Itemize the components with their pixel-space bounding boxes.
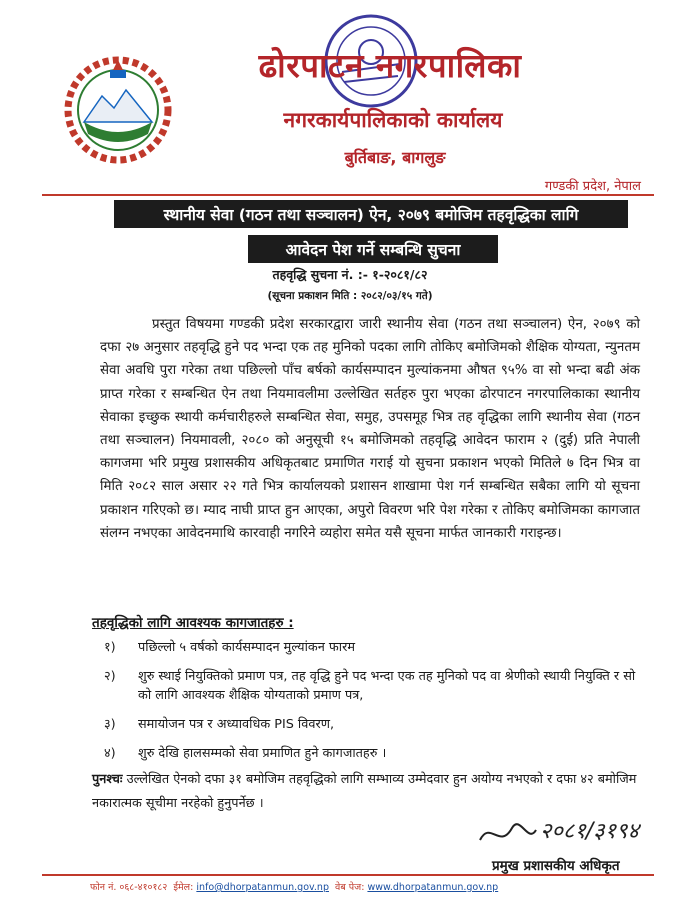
requirements-heading: तहवृद्धिको लागि आवश्यक कागजातहरु : (92, 615, 294, 631)
notice-title-line1: स्थानीय सेवा (गठन तथा सञ्चालन) ऐन, २०७९ बमोजिम तहवृद्धिका लागि (114, 200, 628, 228)
publish-date: (सूचना प्रकाशन मिति : २०८२/०३/१५ गते) (267, 290, 433, 302)
org-address: बुर्तिबाङ, बागलुङ (344, 148, 446, 167)
footer-divider (42, 874, 654, 876)
footer-phone: फोन नं. ०६८-४१०१८२ (90, 882, 168, 893)
list-item-number: ४) (104, 746, 116, 761)
header-divider (42, 194, 654, 196)
list-item-number: २) (104, 669, 116, 684)
list-item-text: शुरु स्थाई नियुक्तिको प्रमाण पत्र, तह वृद्धि हुने पद भन्दा एक तह मुनिको पद वा श्रेणीको स्थायी नियुक्ति र सो को लागि आवश्यक शैक्षिक योग्यताको प्रमाण पत्र, (138, 669, 636, 703)
footer-web-label: वेब पेज: (335, 882, 365, 893)
office-name: नगरकार्यपालिकाको कार्यालय (283, 108, 503, 132)
footer (90, 880, 498, 893)
list-item (104, 638, 644, 657)
notice-ref-no: तहवृद्धि सुचना नं. :- १-२०८१/८२ (272, 267, 428, 282)
org-name: ढोरपाटन नगरपालिका (258, 46, 522, 85)
footer-email-label: ईमेल: (173, 882, 194, 893)
list-item (104, 667, 644, 705)
notice-body: प्रस्तुत विषयमा गण्डकी प्रदेश सरकारद्वारा जारी स्थानीय सेवा (गठन तथा सञ्चालन) ऐन, २०७९ को दफा २७ अनुसार तहवृद्धि हुने पद भन्दा एक तह मुनिको पदका लागि तोकिए बमोजिमको शैक्षिक योग्यता, न्युनतम सेवा अवधि पुरा गरेका तथा पछिल्लो पाँच बर्षको कार्यसम्पादन मुल्यांकनमा औषत ९५% वा सो भन्दा बढी अंक प्राप्त गरेका र सम्बन्धित ऐन तथा नियमावलीमा उल्लेखित सर्तहरु पुरा भएका ढोरपाटन नगरपालिकाका स्थानीय सेवाका इच्छुक स्थायी कर्मचारीहरुले सम्बन्धित सेवा, समुह, उपसमूह भित्र तह वृद्धिका लागि स्थानीय सेवा (गठन तथा सञ्चालन) नियमावली, २०८० को अनुसूची १५ बमोजिमको तहवृद्धि आवेदन फाराम २ (दुई) प्रति नेपाली कागजमा भरि प्रमुख प्रशासकीय अधिकृतबाट प्रमाणित गराई यो सुचना प्रकाशन भएको मितिले ७ दिन भित्र वा मिति २०८२ साल असार २२ गते भित्र कार्यालयको प्रशासन शाखामा पेश गर्न सम्बन्धित सबैका लागि यो सूचना प्रकाशन गरिएको छ। म्याद नाघी प्राप्त हुन आएका, अपुरो विवरण भरि पेश गरेका र तोकिए बमोजिमका कागजात संलग्न नभएका आवेदनमाथि कारवाही नगरिने व्यहोरा समेत यसै सूचना मार्फत जानकारी गराइन्छ। (100, 317, 640, 541)
signatory-title: प्रमुख प्रशासकीय अधिकृत (492, 858, 620, 874)
province: गण्डकी प्रदेश, नेपाल (544, 179, 641, 194)
list-item (104, 715, 644, 734)
list-item-text: शुरु देखि हालसम्मको सेवा प्रमाणित हुने कागजातहरु । (138, 746, 387, 761)
postscript-text: उल्लेखित ऐनको दफा ३१ बमोजिम तहवृद्धिको लागि सम्भाव्य उम्मेदवार हुन अयोग्य नभएको र दफा ४२ बमोजिम नकारात्मक सूचीमा नरहेको हुनुपर्नेछ । (92, 772, 637, 811)
nepal-emblem-icon (62, 52, 174, 164)
postscript-label: पुनश्चः (92, 772, 123, 787)
footer-web-link[interactable]: www.dhorpatanmun.gov.np (367, 882, 499, 893)
list-item-text: समायोजन पत्र र अध्यावधिक PIS विवरण, (138, 717, 335, 732)
list-item-text: पछिल्लो ५ वर्षको कार्यसम्पादन मुल्यांकन फारम (138, 640, 355, 655)
signature-number: २०८१/३१९४ (540, 819, 639, 844)
signature-image (470, 800, 670, 862)
footer-email-link[interactable]: info@dhorpatanmun.gov.np (196, 882, 329, 893)
notice-title-line2: आवेदन पेश गर्ने सम्बन्धि सुचना (248, 235, 498, 263)
list-item (104, 744, 644, 763)
list-item-number: ३) (104, 717, 116, 732)
list-item-number: १) (104, 640, 116, 655)
requirements-list (104, 638, 644, 773)
